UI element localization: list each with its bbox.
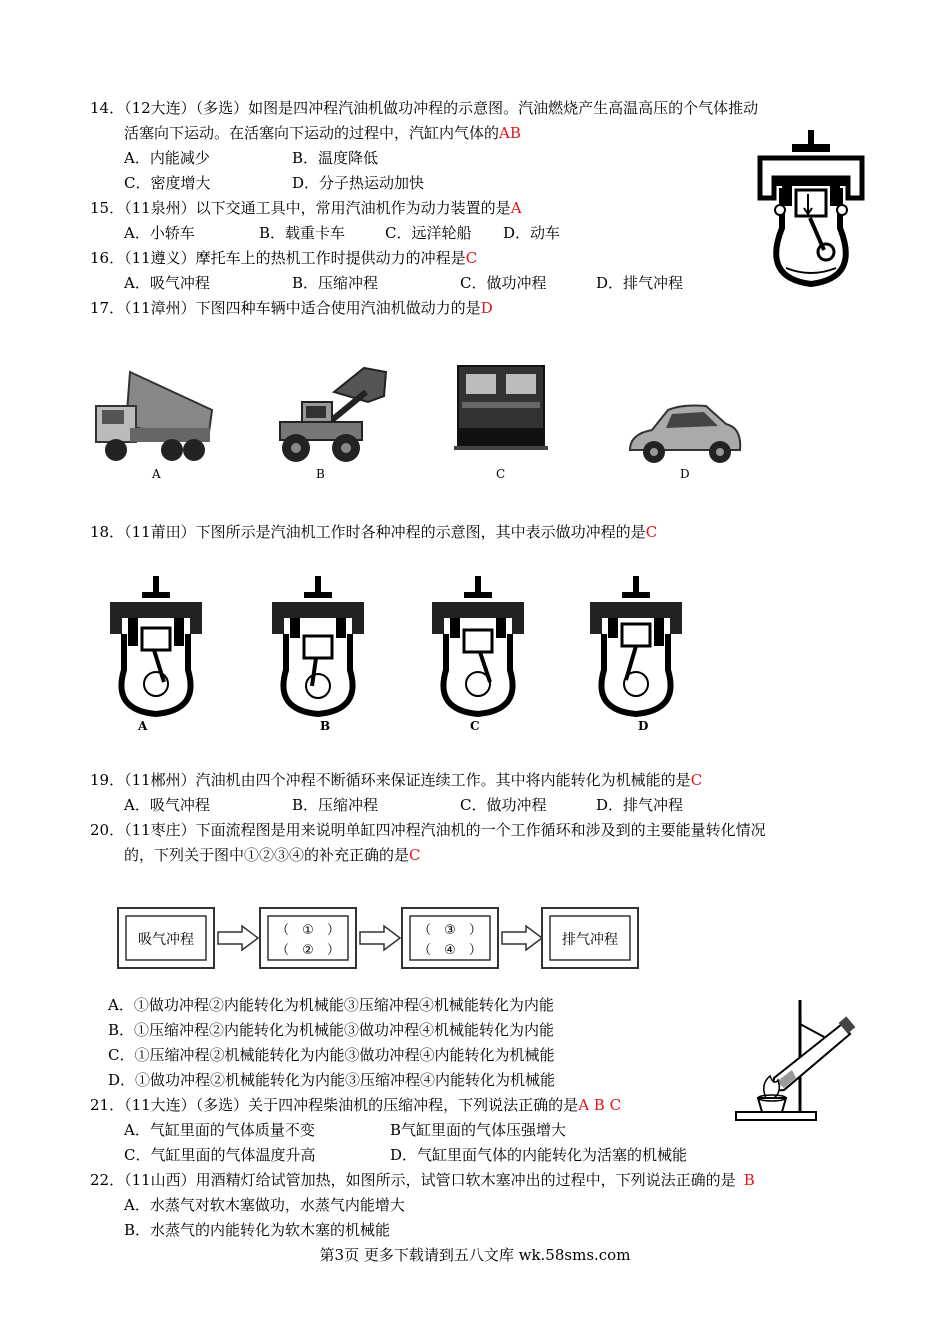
- vehicle-label-d: D: [680, 467, 690, 481]
- q20-option-a: A．①做功冲程②内能转化为机械能③压缩冲程④机械能转化为内能: [108, 996, 554, 1014]
- q16-option-c: C．做功冲程: [460, 274, 547, 292]
- q20-option-b: B．①压缩冲程②内能转化为机械能③做功冲程④机械能转化为内能: [108, 1021, 555, 1039]
- q16-stem: [90, 248, 477, 268]
- q22-stem-text: 22．（11山西）用酒精灯给试管加热，如图所示，试管口软木塞冲出的过程中，下列说法正确的是: [90, 1171, 736, 1189]
- q14-option-a: A．内能减少: [124, 149, 210, 167]
- flow-end-box: 排气冲程: [562, 932, 618, 948]
- q19-answer: C: [690, 771, 703, 789]
- stroke-diagram-a: [106, 574, 206, 734]
- q21-option-b: B气缸里面的气体压强增大: [390, 1121, 567, 1139]
- stroke-diagram-d: [586, 574, 686, 734]
- q22-answer: B: [743, 1171, 755, 1189]
- page-footer: 第3页 更多下载请到五八文库 wk.58sms.com: [319, 1246, 631, 1264]
- q22-stem: [90, 1170, 755, 1190]
- q21-stem: [90, 1095, 621, 1115]
- flow-blank-4: （ ④ ）: [418, 943, 482, 958]
- q18-answer: C: [645, 523, 658, 541]
- q18-stem-text: 18．（11莆田）下图所示是汽油机工作时各种冲程的示意图，其中表示做功冲程的是: [90, 523, 646, 541]
- q14-answer: AB: [499, 124, 521, 142]
- stroke-label-d: D: [638, 719, 649, 733]
- q21-option-d: D．气缸里面气体的内能转化为活塞的机械能: [390, 1146, 688, 1164]
- q17-answer: D: [480, 299, 493, 317]
- q15-option-a: A．小轿车: [124, 224, 195, 242]
- q16-option-a: A．吸气冲程: [124, 274, 210, 292]
- q20-stem-text: 的，下列关于图中①②③④的补充正确的是: [124, 846, 410, 864]
- flow-arrow-1: [218, 926, 258, 950]
- q16-option-d: D．排气冲程: [596, 274, 684, 292]
- stroke-diagram-b: [268, 574, 368, 734]
- stroke-diagram-c: [428, 574, 528, 734]
- flow-start-box: 吸气冲程: [138, 932, 194, 948]
- q15-stem: [90, 198, 522, 218]
- q16-stem-text: 16．（11遵义）摩托车上的热机工作时提供动力的冲程是: [90, 249, 466, 267]
- q18-stem: [90, 522, 657, 542]
- stroke-flow-chart: [116, 906, 640, 970]
- q19-option-d: D．排气冲程: [596, 796, 684, 814]
- flow-blank-2: （ ② ）: [276, 943, 340, 958]
- flow-blank-3: （ ③ ）: [418, 923, 482, 938]
- q14-engine-figure: [752, 128, 870, 288]
- q16-option-b: B．压缩冲程: [292, 274, 379, 292]
- q22-option-a: A．水蒸气对软木塞做功，水蒸气内能增大: [124, 1196, 405, 1214]
- vehicle-label-a: A: [152, 467, 161, 481]
- q21-stem-text: 21．（11大连）（多选）关于四冲程柴油机的压缩冲程，下列说法正确的是: [90, 1096, 579, 1114]
- q20-answer: C: [409, 846, 421, 864]
- test-tube-heating-figure: [730, 994, 860, 1124]
- q14-option-b: B．温度降低: [292, 149, 379, 167]
- vehicle-label-c: C: [496, 467, 506, 481]
- q15-option-c: C．远洋轮船: [385, 224, 472, 242]
- q20-stem-line1: 20．（11枣庄）下面流程图是用来说明单缸四冲程汽油机的一个工作循环和涉及到的主要能量转化情况: [90, 821, 766, 839]
- flow-blank-1: （ ① ）: [276, 923, 340, 938]
- q15-option-b: B．载重卡车: [259, 224, 346, 242]
- stroke-label-a: A: [138, 719, 148, 733]
- flow-arrow-2: [360, 926, 400, 950]
- stroke-label-c: C: [470, 719, 480, 733]
- q15-answer: A: [510, 199, 522, 217]
- q19-stem-text: 19．（11郴州）汽油机由四个冲程不断循环来保证连续工作。其中将内能转化为机械能的是: [90, 771, 691, 789]
- q21-answer: A B C: [578, 1096, 622, 1114]
- vehicle-label-b: B: [316, 467, 325, 481]
- q17-stem-text: 17．（11漳州）下图四种车辆中适合使用汽油机做动力的是: [90, 299, 481, 317]
- small-car-figure: [622, 394, 748, 482]
- q14-stem-line1: 14．（12大连）（多选）如图是四冲程汽油机做功冲程的示意图。汽油燃烧产生高温高压的个气体推动: [90, 99, 759, 117]
- q17-stem: [90, 298, 493, 318]
- stroke-label-b: B: [320, 719, 331, 733]
- q15-option-d: D．动车: [503, 224, 561, 242]
- q22-option-b: B．水蒸气的内能转化为软木塞的机械能: [124, 1221, 391, 1239]
- q16-answer: C: [465, 249, 478, 267]
- q19-option-b: B．压缩冲程: [292, 796, 379, 814]
- q21-option-a: A．气缸里面的气体质量不变: [124, 1121, 315, 1139]
- q15-stem-text: 15．（11泉州）以下交通工具中，常用汽油机作为动力装置的是: [90, 199, 511, 217]
- q19-option-a: A．吸气冲程: [124, 796, 210, 814]
- q20-stem-line2: [124, 845, 421, 865]
- flow-arrow-3: [502, 926, 542, 950]
- q20-option-c: C．①压缩冲程②机械能转化为内能③做功冲程④内能转化为机械能: [108, 1046, 555, 1064]
- q19-option-c: C．做功冲程: [460, 796, 547, 814]
- q21-option-c: C．气缸里面的气体温度升高: [124, 1146, 316, 1164]
- wheel-loader-figure: [272, 362, 392, 482]
- q14-option-c: C．密度增大: [124, 174, 211, 192]
- q14-option-d: D．分子热运动加快: [292, 174, 425, 192]
- q19-stem: [90, 770, 702, 790]
- dump-truck-figure: [90, 362, 220, 482]
- q14-stem-line2: [124, 123, 521, 143]
- locomotive-figure: [452, 358, 552, 482]
- q20-option-d: D．①做功冲程②机械能转化为内能③压缩冲程④内能转化为机械能: [108, 1071, 556, 1089]
- q14-stem-text: 活塞向下运动。在活塞向下运动的过程中，汽缸内气体的: [124, 124, 500, 142]
